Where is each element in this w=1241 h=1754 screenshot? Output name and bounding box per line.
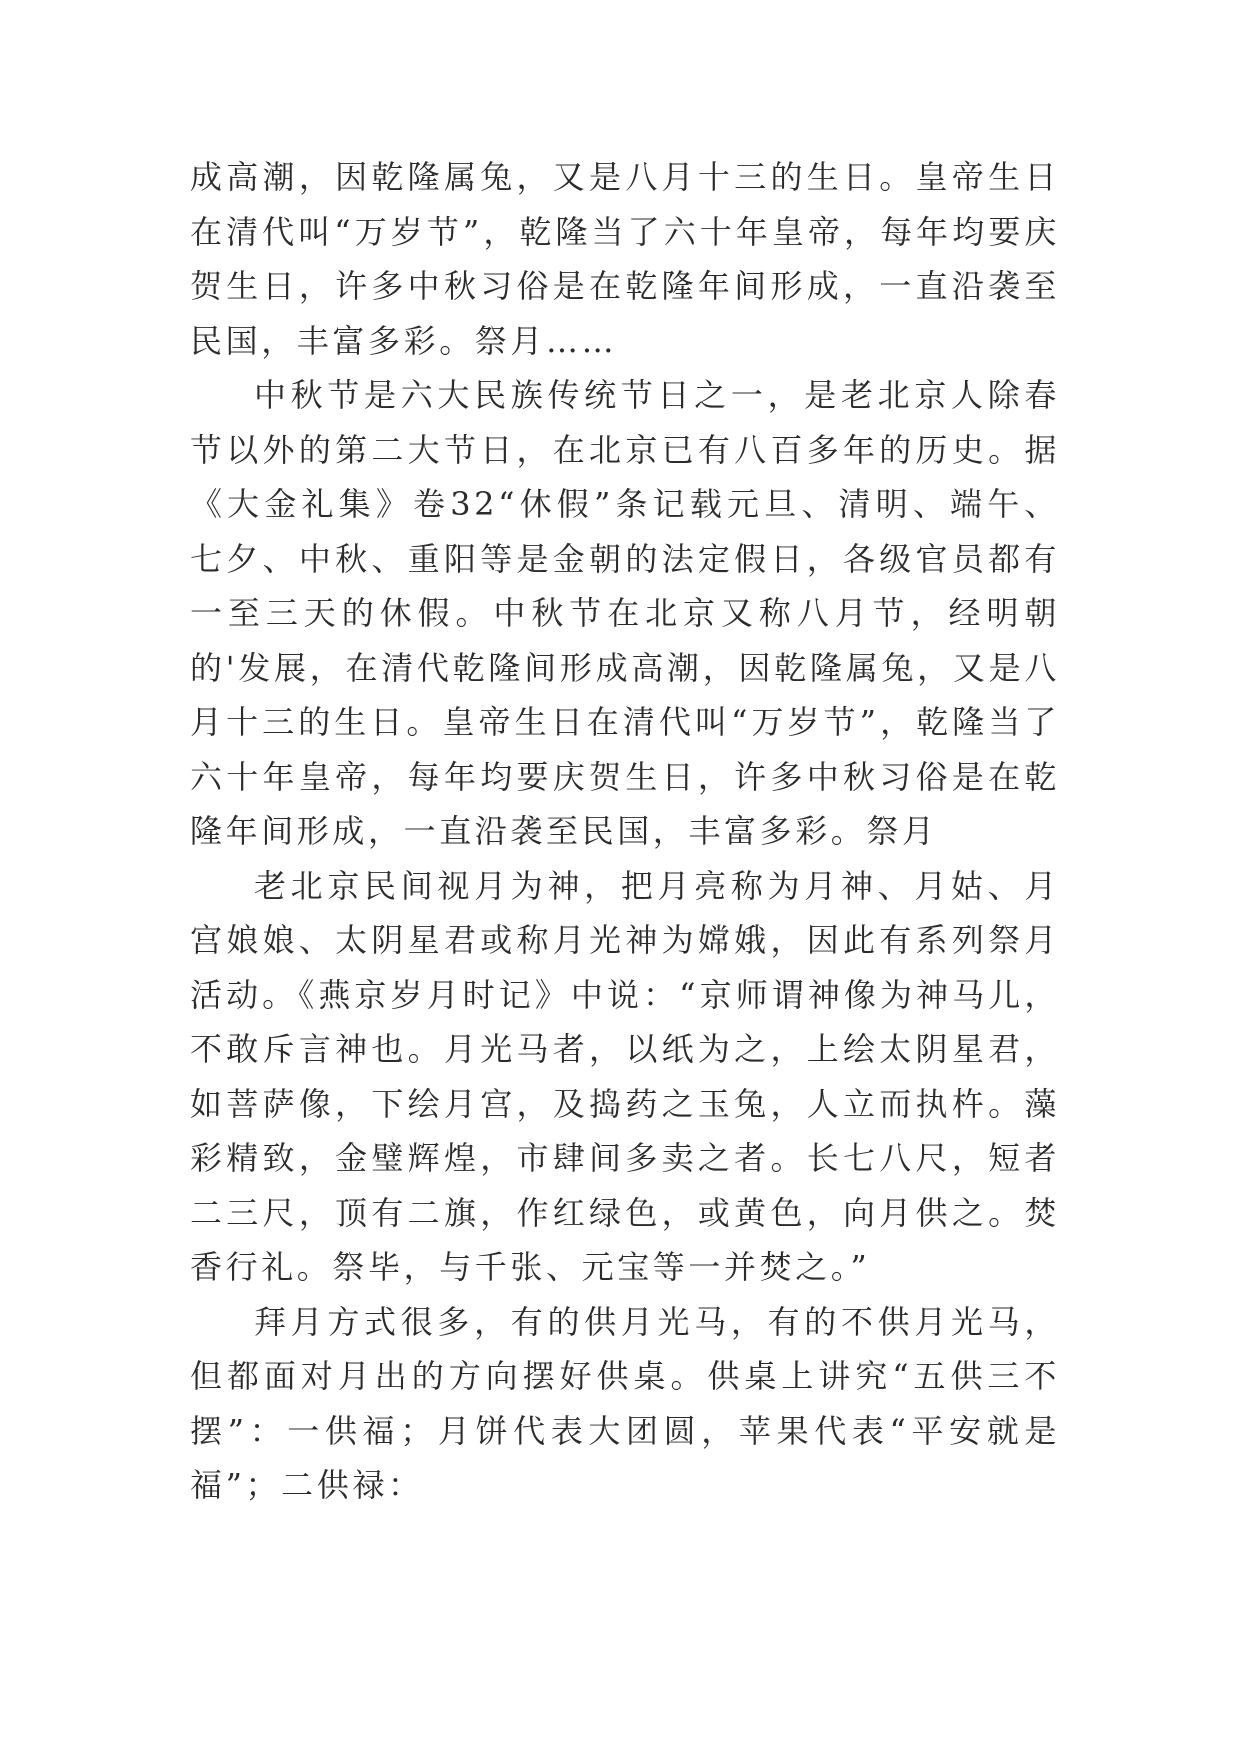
paragraph-4: 拜月方式很多，有的供月光马，有的不供月光马，但都面对月出的方向摆好供桌。供桌上讲究“五供三不摆”：一供福；月饼代表大团圆，苹果代表“平安就是福”；二供禄： — [190, 1302, 1060, 1504]
paragraph-2: 中秋节是六大民族传统节日之一，是老北京人除春节以外的第二大节日，在北京已有八百多年的历史。据《大金礼集》卷32“休假”条记载元旦、清明、端午、七夕、中秋、重阳等是金朝的法定假日，各级官员都有一至三天的休假。中秋节在北京又称八月节，经明朝的'发展，在清代乾隆间形成高潮，因乾隆属兔，又是八月十三的生日。皇帝生日在清代叫“万岁节”，乾隆当了六十年皇帝，每年均要庆贺生日，许多中秋习俗是在乾隆年间形成，一直沿袭至民国，丰富多彩。祭月 — [190, 376, 1060, 850]
paragraph-3: 老北京民间视月为神，把月亮称为月神、月姑、月宫娘娘、太阴星君或称月光神为嫦娥，因此有系列祭月活动。《燕京岁月时记》中说：“京师谓神像为神马儿，不敢斥言神也。月光马者，以纸为之，上绘太阴星君，如菩萨像，下绘月宫，及捣药之玉兔，人立而执杵。藻彩精致，金璧辉煌，市肆间多卖之者。长七八尺，短者二三尺，顶有二旗，作红绿色，或黄色，向月供之。焚香行礼。祭毕，与千张、元宝等一并焚之。” — [190, 866, 1060, 1286]
document-body — [190, 150, 1060, 1513]
paragraph-1: 成高潮，因乾隆属兔，又是八月十三的生日。皇帝生日在清代叫“万岁节”，乾隆当了六十年皇帝，每年均要庆贺生日，许多中秋习俗是在乾隆年间形成，一直沿袭至民国，丰富多彩。祭月…… — [190, 158, 1060, 360]
